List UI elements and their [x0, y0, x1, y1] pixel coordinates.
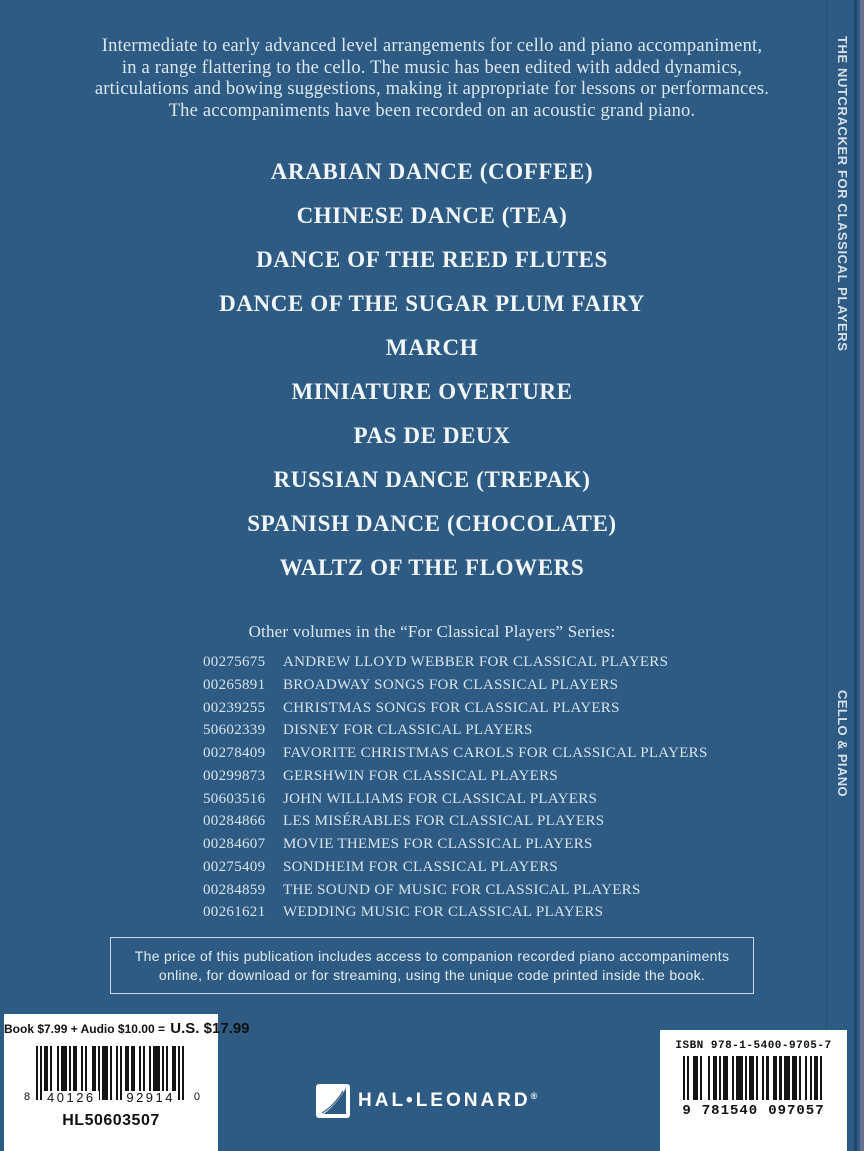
- song-title: MINIATURE OVERTURE: [291, 379, 573, 404]
- series-item-title: WEDDING MUSIC FOR CLASSICAL PLAYERS: [283, 904, 604, 921]
- audio-access-notice: [110, 937, 754, 994]
- price-prefix: Book $7.99 + Audio $10.00 =: [4, 1022, 169, 1036]
- ean-digits: [660, 1103, 847, 1119]
- series-item: [203, 765, 708, 788]
- notice-line: The price of this publication includes access to companion recorded piano accompaniments: [134, 948, 730, 964]
- series-item-title: THE SOUND OF MUSIC FOR CLASSICAL PLAYERS: [283, 881, 641, 898]
- series-item-title: SONDHEIM FOR CLASSICAL PLAYERS: [283, 858, 559, 875]
- series-item-code: 00265891: [203, 676, 266, 693]
- series-item: [203, 810, 708, 833]
- price-upc-box: [4, 1014, 250, 1151]
- publisher-logo: [316, 1084, 537, 1118]
- series-item-code: 50602339: [203, 722, 266, 739]
- upc-digit-group: 40126: [44, 1091, 99, 1104]
- series-item: [203, 674, 708, 697]
- series-item-title: FAVORITE CHRISTMAS CAROLS FOR CLASSICAL PLAYERS: [283, 745, 708, 761]
- series-item-code: 00299873: [203, 767, 266, 784]
- song-title: PAS DE DEUX: [353, 423, 511, 448]
- series-item-code: 50603516: [203, 790, 266, 807]
- song-title: RUSSIAN DANCE (TREPAK): [273, 467, 591, 492]
- series-list: [203, 651, 708, 924]
- series-item-code: 00278409: [203, 745, 266, 761]
- series-item: [203, 788, 708, 811]
- upc-digits: [44, 1091, 178, 1104]
- series-item: [203, 833, 708, 856]
- series-item: [203, 901, 708, 924]
- series-item: [203, 697, 708, 720]
- series-item-code: 00275675: [203, 654, 266, 670]
- upc-lead-digit: 8: [24, 1091, 31, 1103]
- price-amount: U.S. $17.99: [170, 1020, 250, 1037]
- isbn-barcode-box: [660, 1030, 847, 1151]
- intro-line: Intermediate to early advanced level arrangements for cello and piano accompaniment,: [101, 36, 763, 56]
- upc-barcode: [24, 1046, 200, 1105]
- price-line: [4, 1020, 250, 1037]
- song-title: DANCE OF THE SUGAR PLUM FAIRY: [219, 291, 645, 316]
- song-title: DANCE OF THE REED FLUTES: [256, 247, 608, 272]
- song-title: WALTZ OF THE FLOWERS: [279, 555, 585, 580]
- ean-barcode-bars: [683, 1056, 825, 1100]
- series-item: [203, 856, 708, 879]
- publisher-name: HAL•LEONARD®: [358, 1090, 538, 1111]
- series-item-title: BROADWAY SONGS FOR CLASSICAL PLAYERS: [283, 676, 619, 693]
- series-item-code: 00261621: [203, 904, 266, 921]
- hal-leonard-logo-icon: [316, 1084, 350, 1118]
- notice-line: online, for download or for streaming, using the unique code printed inside the book.: [158, 967, 706, 983]
- series-item-title: MOVIE THEMES FOR CLASSICAL PLAYERS: [283, 836, 593, 852]
- spine-title: THE NUTCRACKER FOR CLASSICAL PLAYERS: [835, 36, 850, 352]
- series-item-title: JOHN WILLIAMS FOR CLASSICAL PLAYERS: [283, 790, 598, 807]
- intro-paragraph: [0, 36, 864, 122]
- upc-trail-digit: 0: [193, 1091, 200, 1103]
- song-title: MARCH: [385, 335, 479, 360]
- spine-instrumentation: CELLO & PIANO: [835, 690, 850, 798]
- series-item: [203, 651, 708, 674]
- series-item-code: 00284866: [203, 813, 266, 830]
- song-title: CHINESE DANCE (TEA): [296, 203, 568, 228]
- series-item-title: CHRISTMAS SONGS FOR CLASSICAL PLAYERS: [283, 699, 620, 716]
- ean-digit-group: 097057: [768, 1103, 825, 1119]
- isbn-label: ISBN 978-1-5400-9705-7: [675, 1040, 832, 1052]
- series-item-title: DISNEY FOR CLASSICAL PLAYERS: [283, 722, 533, 739]
- upc-digit-group: 92914: [123, 1091, 178, 1104]
- intro-line: in a range flattering to the cello. The music has been edited with added dynamics,: [121, 57, 743, 78]
- registered-mark: ®: [530, 1091, 538, 1101]
- series-item-title: LES MISÉRABLES FOR CLASSICAL PLAYERS: [283, 813, 605, 830]
- series-item-title: ANDREW LLOYD WEBBER FOR CLASSICAL PLAYERS: [283, 654, 669, 670]
- series-item: [203, 742, 708, 765]
- series-heading: Other volumes in the “For Classical Players” Series:: [248, 622, 616, 641]
- ean-digit-group: 781540: [701, 1103, 759, 1119]
- song-title: ARABIAN DANCE (COFFEE): [270, 159, 594, 184]
- series-item-code: 00284859: [203, 881, 266, 898]
- intro-line: articulations and bowing suggestions, making it appropriate for lessons or performances.: [94, 79, 770, 99]
- song-title-list: [0, 150, 864, 590]
- ean-barcode: [683, 1056, 825, 1100]
- series-item-code: 00284607: [203, 836, 266, 852]
- catalog-number: HL50603507: [62, 1112, 160, 1129]
- ean-digit-group: 9: [682, 1103, 692, 1119]
- song-title: SPANISH DANCE (CHOCOLATE): [247, 511, 617, 536]
- series-item-code: 00239255: [203, 699, 266, 716]
- intro-line: The accompaniments have been recorded on an acoustic grand piano.: [168, 100, 696, 121]
- series-item-title: GERSHWIN FOR CLASSICAL PLAYERS: [283, 767, 559, 784]
- series-item-code: 00275409: [203, 858, 266, 875]
- series-item: [203, 719, 708, 742]
- series-item: [203, 879, 708, 902]
